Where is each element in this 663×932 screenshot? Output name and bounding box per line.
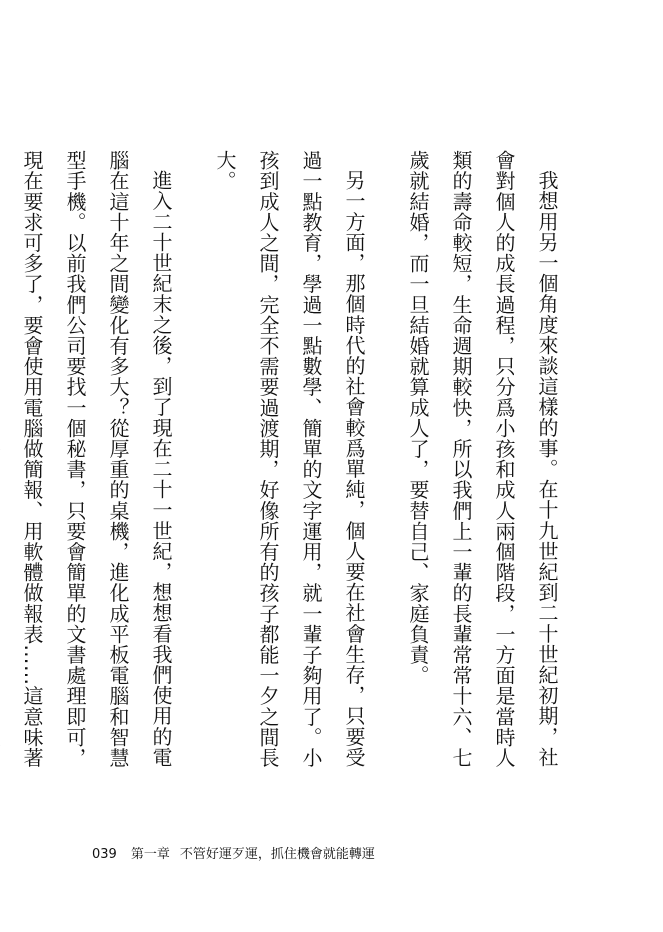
chapter-title: 不管好運歹運，抓住機會就能轉運 xyxy=(179,847,375,862)
paragraph: 進入二十世紀末之後，到了現在二十一世紀，想想看我們使用的電腦在這十年之間變化有多大？從厚重的桌機，進化成平板電腦和智慧型手機。以前我們公司要找一個秘書，只要會簡單的文書處理即可，現在要求可多了，要會使用電腦做簡報、用軟體做報表……這意味著 xyxy=(20,150,173,768)
paragraph: 我想用另一個角度來談這樣的事。在十九世紀到二十世紀初期，社會對個人的成長過程，只分爲小孩和成人兩個階段，一方面是當時人類的壽命較短，生命週期較快，所以我們上一輩的長輩常常十六、七歲就結婚，而一旦結婚就算成人了，要替自己、家庭負責。 xyxy=(406,150,559,768)
body-text xyxy=(0,150,568,770)
page-footer xyxy=(92,843,375,862)
chapter-label: 第一章 xyxy=(130,847,170,862)
page-number: 039 xyxy=(92,847,117,862)
paragraph: 另一方面，那個時代的社會較爲單純，個人要在社會生存，只要受過一點教育，學過一點數學、簡單的文字運用，就一輩子夠用了。小孩到成人之間，完全不需要過渡期，好像所有的孩子都能一夕之間長大。 xyxy=(213,150,366,768)
